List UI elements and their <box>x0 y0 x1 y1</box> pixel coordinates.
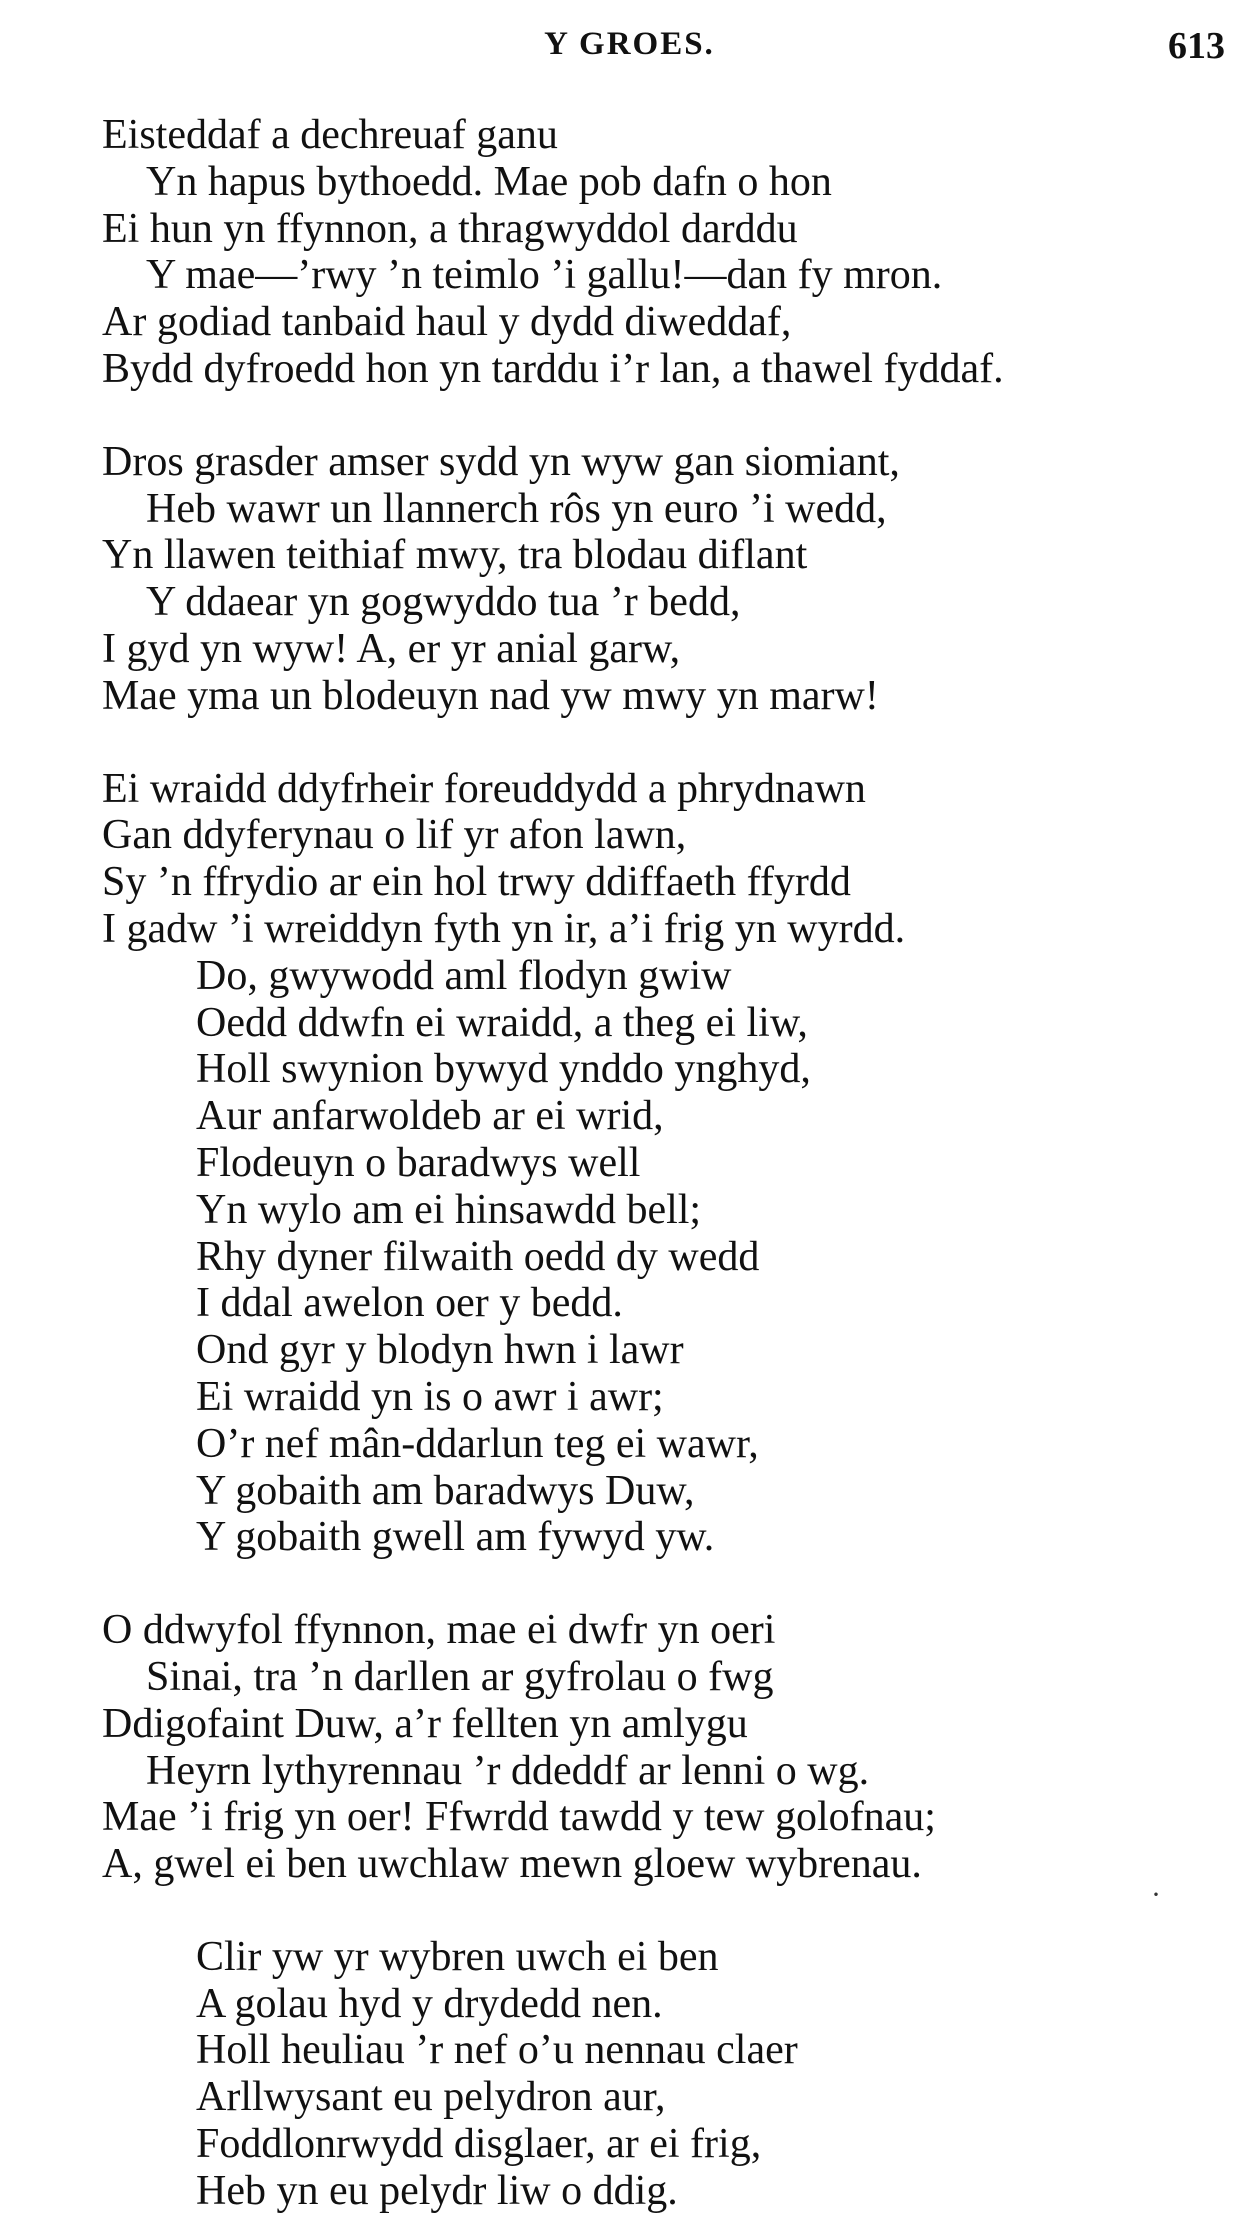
poem-body <box>102 112 1232 2215</box>
poem-line: Ei hun yn ffynnon, a thragwyddol darddu <box>102 205 798 252</box>
poem-line: I ddal awelon oer y bedd. <box>196 1280 623 1327</box>
poem-line: Ar godiad tanbaid haul y dydd diweddaf, <box>102 299 792 346</box>
poem-line: Y mae—’rwy ’n teimlo ’i gallu!—dan fy mron. <box>146 252 943 299</box>
stanza-5 <box>102 1934 1232 2215</box>
poem-line: A, gwel ei ben uwchlaw mewn gloew wybrenau. <box>102 1841 922 1888</box>
poem-line: Yn hapus bythoedd. Mae pob dafn o hon <box>146 158 832 205</box>
poem-line: I gadw ’i wreiddyn fyth yn ir, a’i frig yn wyrdd. <box>102 905 906 952</box>
poem-line: Y ddaear yn gogwyddo tua ’r bedd, <box>146 579 741 626</box>
poem-line: Mae ’i frig yn oer! Ffwrdd tawdd y tew golofnau; <box>102 1794 936 1841</box>
poem-line: Holl heuliau ’r nef o’u nennau claer <box>196 2027 798 2074</box>
poem-line: Foddlonrwydd disglaer, ar ei frig, <box>196 2121 762 2168</box>
poem-line: Heyrn lythyrennau ’r ddeddf ar lenni o wg. <box>146 1747 870 1794</box>
poem-line: Sinai, tra ’n darllen ar gyfrolau o fwg <box>146 1653 774 1700</box>
poem-line: Rhy dyner filwaith oedd dy wedd <box>196 1233 760 1280</box>
poem-line: Ei wraidd yn is o awr i awr; <box>196 1373 664 1420</box>
stanza-3 <box>102 766 1232 1562</box>
print-speck-mark: · <box>1151 1878 1161 1911</box>
stanza-2 <box>102 439 1232 720</box>
poem-line: A golau hyd y drydedd nen. <box>196 1980 663 2027</box>
poem-line: Do, gwywodd aml flodyn gwiw <box>196 952 732 999</box>
poem-line: Mae yma un blodeuyn nad yw mwy yn marw! <box>102 672 879 719</box>
poem-line: Dros grasder amser sydd yn wyw gan siomiant, <box>102 438 900 485</box>
poem-line: Y gobaith am baradwys Duw, <box>196 1467 695 1514</box>
poem-line: Heb yn eu pelydr liw o ddig. <box>196 2167 678 2214</box>
poem-line: Ond gyr y blodyn hwn i lawr <box>196 1327 684 1374</box>
poem-line: Eisteddaf a dechreuaf ganu <box>102 112 558 158</box>
poem-line: Oedd ddwfn ei wraidd, a theg ei liw, <box>196 999 808 1046</box>
poem-line: Flodeuyn o baradwys well <box>196 1139 641 1186</box>
poem-line: Holl swynion bywyd ynddo ynghyd, <box>196 1046 811 1093</box>
poem-line: Heb wawr un llannerch rôs yn euro ’i wedd, <box>146 485 887 532</box>
poem-line: O ddwyfol ffynnon, mae ei dwfr yn oeri <box>102 1607 776 1654</box>
poem-line: Yn wylo am ei hinsawdd bell; <box>196 1186 702 1233</box>
page-number: 613 <box>1168 25 1225 67</box>
poem-line: O’r nef mân-ddarlun teg ei wawr, <box>196 1420 759 1467</box>
poem-line: Bydd dyfroedd hon yn tarddu i’r lan, a thawel fyddaf. <box>102 345 1004 392</box>
stanza-4 <box>102 1607 1232 1888</box>
poem-line: Yn llawen teithiaf mwy, tra blodau diflant <box>102 532 808 579</box>
poem-line: Clir yw yr wybren uwch ei ben <box>196 1933 719 1980</box>
stanza-1 <box>102 112 1232 393</box>
poem-line: I gyd yn wyw! A, er yr anial garw, <box>102 625 681 672</box>
poem-line: Ei wraidd ddyfrheir foreuddydd a phrydnawn <box>102 765 866 812</box>
poem-line: Gan ddyferynau o lif yr afon lawn, <box>102 812 687 859</box>
poem-line: Arllwysant eu pelydron aur, <box>196 2074 666 2121</box>
running-header-title: Y GROES. <box>544 26 715 62</box>
poem-line: Y gobaith gwell am fywyd yw. <box>196 1514 715 1561</box>
poem-line: Aur anfarwoldeb ar ei wrid, <box>196 1093 664 1140</box>
poem-line: Sy ’n ffrydio ar ein hol trwy ddiffaeth ffyrdd <box>102 859 851 906</box>
poem-line: Ddigofaint Duw, a’r fellten yn amlygu <box>102 1700 748 1747</box>
